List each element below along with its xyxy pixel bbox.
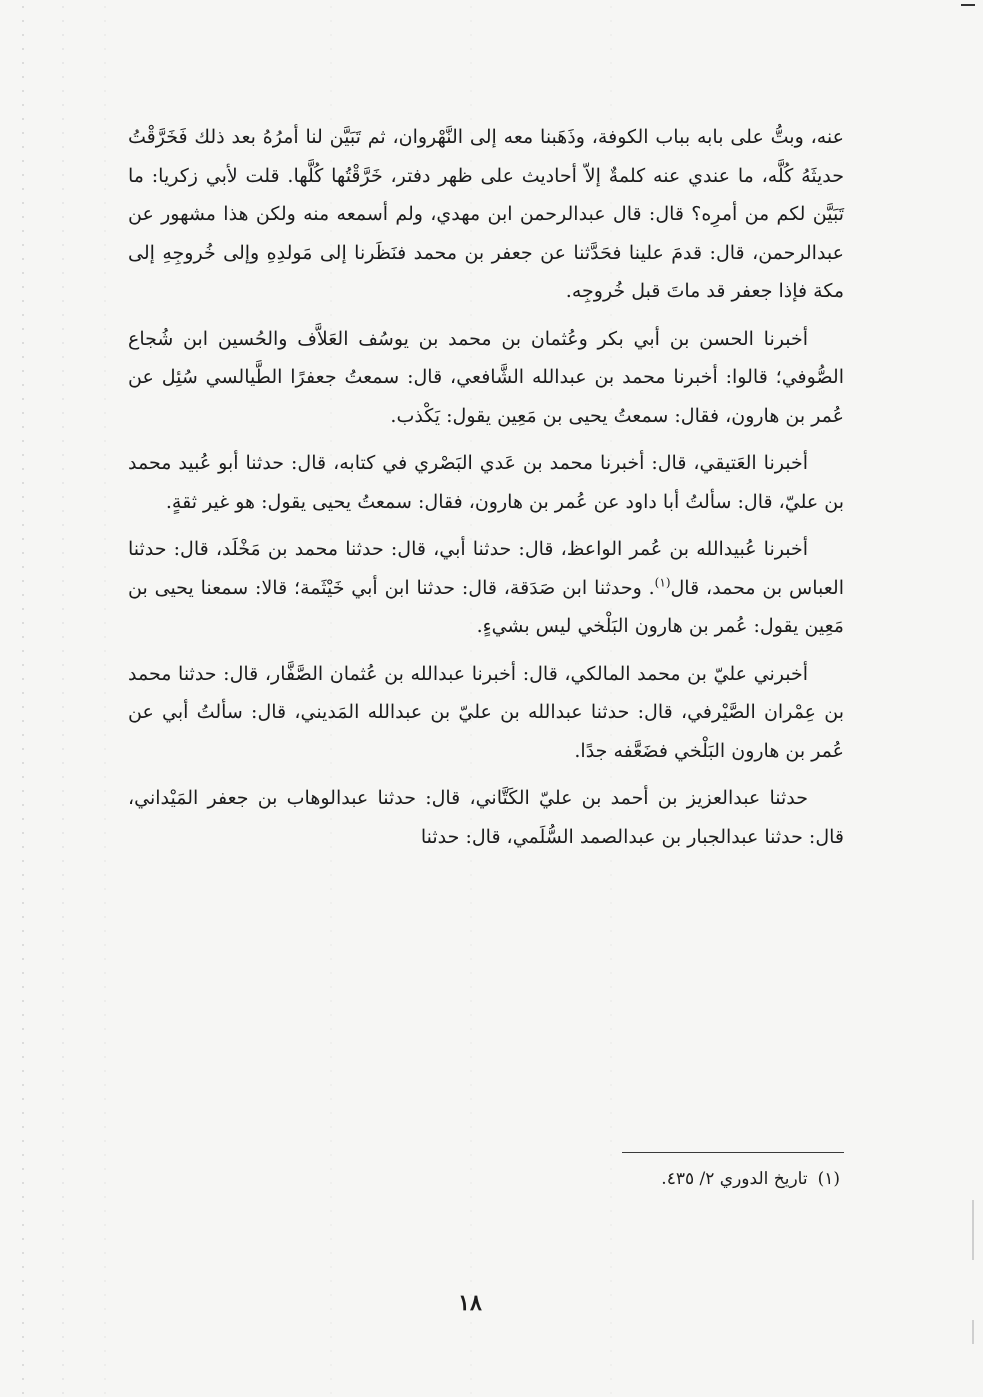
footnote-separator [622, 1152, 844, 1153]
footnote [400, 1163, 840, 1195]
paragraph: أخبرنا العَتيقي، قال: أخبرنا محمد بن عَدي البَصْري في كتابه، قال: حدثنا أبو عُبيد محمد بن عليّ، قال: سألتُ أبا داود عن عُمر بن هارون، فقال: سمعتُ يحيى يقول: هو غير ثقةٍ. [128, 452, 844, 513]
paragraph: حدثنا عبدالعزيز بن أحمد بن عليّ الكَتَّاني، قال: حدثنا عبدالوهاب بن جعفر المَيْداني، قال: حدثنا عبدالجبار بن عبدالصمد السُّلَمي، قال: حدثنا [128, 787, 844, 848]
scan-artifact-line [972, 1320, 974, 1344]
paragraph: عنه، وبتُّ على بابه بباب الكوفة، وذَهَبنا معه إلى النَّهْروان، ثم تَبَيَّن لنا أمرُهُ بعد ذلك فَخَرَّقْتُ حديثَهُ كُلَّه، ما عندي عنه كلمةٌ إلاّ أحاديث على ظهر دفتر، خَرَّقْتُها كُلَّها. قلت لأبي زكريا: ما تَبَيَّن لكم من أمرِه؟ قال: قال عبدالرحمن ابن مهدي، ولم أسمعه منه ولكن هذا مشهور عن عبدالرحمن، قال: قدمَ علينا فحَدَّثنا عن جعفر بن محمد فنَظَرنا إلى مَولدِهِ وإلى خُروجِهِ إلى مكة فإذا جعفر قد ماتَ قبل خُروجِه. [128, 126, 844, 302]
scan-artifact-dots [62, 0, 64, 1397]
paragraph-with-footnote [128, 530, 844, 646]
scan-artifact-dots [22, 0, 24, 1397]
page-number: ١٨ [458, 1290, 482, 1316]
footnote-text: تاريخ الدوري ٢/ ٤٣٥. [661, 1169, 808, 1189]
paragraph: أخبرني عليّ بن محمد المالكي، قال: أخبرنا عبدالله بن عُثمان الصَّفَّار، قال: حدثنا محمد بن عِمْران الصَّيْرفي، قال: حدثنا عبدالله بن عليّ بن عبدالله المَديني، قال: سألتُ أبي عن عُمر بن هارون البَلْخي فضَعَّفه جدًا. [128, 662, 844, 762]
main-text-block [128, 118, 844, 865]
scan-artifact-line [972, 1200, 974, 1260]
scan-artifact-mark [961, 4, 975, 6]
scan-artifact-dots [104, 0, 106, 1397]
footnote-marker: (١) [817, 1169, 840, 1189]
paragraph: أخبرنا الحسن بن أبي بكر وعُثمان بن محمد بن يوسُف العَلاَّف والحُسين ابن شُجاع الصُّوفي؛ قالوا: أخبرنا محمد بن عبدالله الشَّافعي، قال: سمعتُ جعفرًا الطَّيالسي سُئِل عن عُمر بن هارون، فقال: سمعتُ يحيى بن مَعِين يقول: يَكْذب. [128, 327, 844, 427]
footnote-reference[interactable]: (١) [654, 575, 671, 590]
paragraph-text: . وحدثنا ابن صَدَقة، قال: حدثنا ابن أبي خَيْثَمة؛ قالا: سمعنا يحيى بن مَعِين يقول: عُمر بن هارون البَلْخي ليس بشيءٍ. [128, 576, 844, 637]
paragraph-text: أخبرنا عُبيدالله بن عُمر الواعظ، قال: حدثنا أبي، قال: حدثنا محمد بن مَخْلَد، قال: حدثنا العباس بن محمد، قال [128, 538, 844, 599]
